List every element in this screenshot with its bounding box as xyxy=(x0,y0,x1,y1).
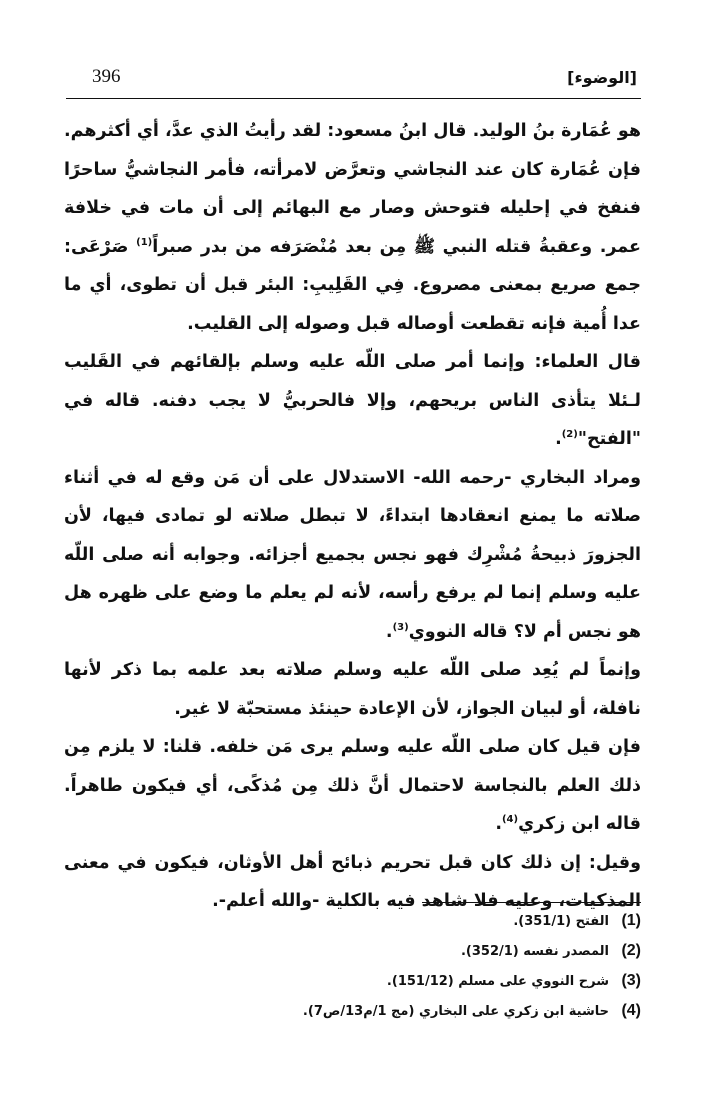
footnote-item xyxy=(64,936,641,966)
footnote-ref[interactable]: (2) xyxy=(561,429,578,441)
paragraph: ومراد البخاري -رحمه الله- الاستدلال على أن مَن وقع له في أثناء صلاته ما يمنع انعقادها ابتداءً، لا تبطل صلاته لو تمادى فيها، لأن الجزورَ ذبيحةُ مُشْرِك فهو نجس بجميع أجزائه. وجوابه أنه صلى اللّه عليه وسلم إنما لم يرفع رأسه، لأنه لم يعلم ما وضع على ظهره هل هو نجس أم لا؟ قاله النووي$^{(3)}$. xyxy=(64,467,641,642)
footnote-item xyxy=(64,996,641,1026)
footnote-ref[interactable]: (1) xyxy=(136,236,153,248)
footnote-number: (4) xyxy=(621,1002,641,1019)
footnote-rule xyxy=(422,902,641,903)
page-number: 396 xyxy=(92,66,121,87)
footnote-item xyxy=(64,906,641,936)
footnote-number: (3) xyxy=(621,972,641,989)
footnote-text: حاشية ابن زكري على البخاري (مج 1/م13/ص7). xyxy=(302,1004,609,1019)
footnote-text: المصدر نفسه (352/1). xyxy=(460,944,609,959)
paragraph: فإن قيل كان صلى اللّه عليه وسلم يرى مَن خلفه. قلنا: لا يلزم مِن ذلك العلم بالنجاسة لاحتمال أنَّ ذلك مِن مُذكًى، أي فيكون طاهراً. قاله ابن زكري$^{(4)}$. xyxy=(64,737,641,834)
paragraph: هو عُمَارة بنُ الوليد. قال ابنُ مسعود: لقد رأيتُ الذي عدَّ، أي أكثرهم. فإن عُمَارة كان عند النجاشي وتعرَّض لامرأته، فأمر النجاشيُّ ساحرًا فنفخ في إحليله فتوحش وصار مع البهائم إلى أن مات في خلافة عمر. وعقبةُ قتله النبي ﷺ مِن بعد مُنْصَرَفه من بدر صبراً$^{(1)}$ صَرْعَى: جمع صريع بمعنى مصروع. فِي القَلِيبِ: البئر قبل أن تطوى، أي ما عدا أُمية فإنه تقطعت أوصاله قبل وصوله إلى القليب. xyxy=(64,121,641,334)
paragraph: قال العلماء: وإنما أمر صلى اللّه عليه وسلم بإلقائهم في القَليب لـئلا يتأذى الناس بريحهم، وإلا فالحربيُّ لا يجب دفنه. قاله في "الفتح"$^{(2)}$. xyxy=(64,352,641,449)
footnote-text: شرح النووي على مسلم (151/12). xyxy=(386,974,609,989)
footnote-number: (2) xyxy=(621,942,641,959)
paragraph: وقيل: إن ذلك كان قبل تحريم ذبائح أهل الأوثان، فيكون في معنى المذكيات، وعليه فلا شاهد فيه بالكلية -والله أعلم-. xyxy=(64,852,641,911)
footnotes xyxy=(64,906,641,1026)
footnote-item xyxy=(64,966,641,996)
main-text xyxy=(64,112,641,921)
running-head-title: [الوضوء] xyxy=(567,68,637,87)
footnote-text: الفتح (351/1). xyxy=(513,914,609,929)
footnote-ref[interactable]: (4) xyxy=(501,814,519,826)
paragraph: وإنماً لم يُعِد صلى اللّه عليه وسلم صلاته بعد علمه بما ذكر لأنها نافلة، أو لبيان الجواز، لأن الإعادة حينئذ مستحبّة لا غير. xyxy=(64,660,641,719)
footnote-ref[interactable]: (3) xyxy=(392,621,409,633)
header-rule xyxy=(66,98,641,99)
footnote-number: (1) xyxy=(621,912,641,929)
